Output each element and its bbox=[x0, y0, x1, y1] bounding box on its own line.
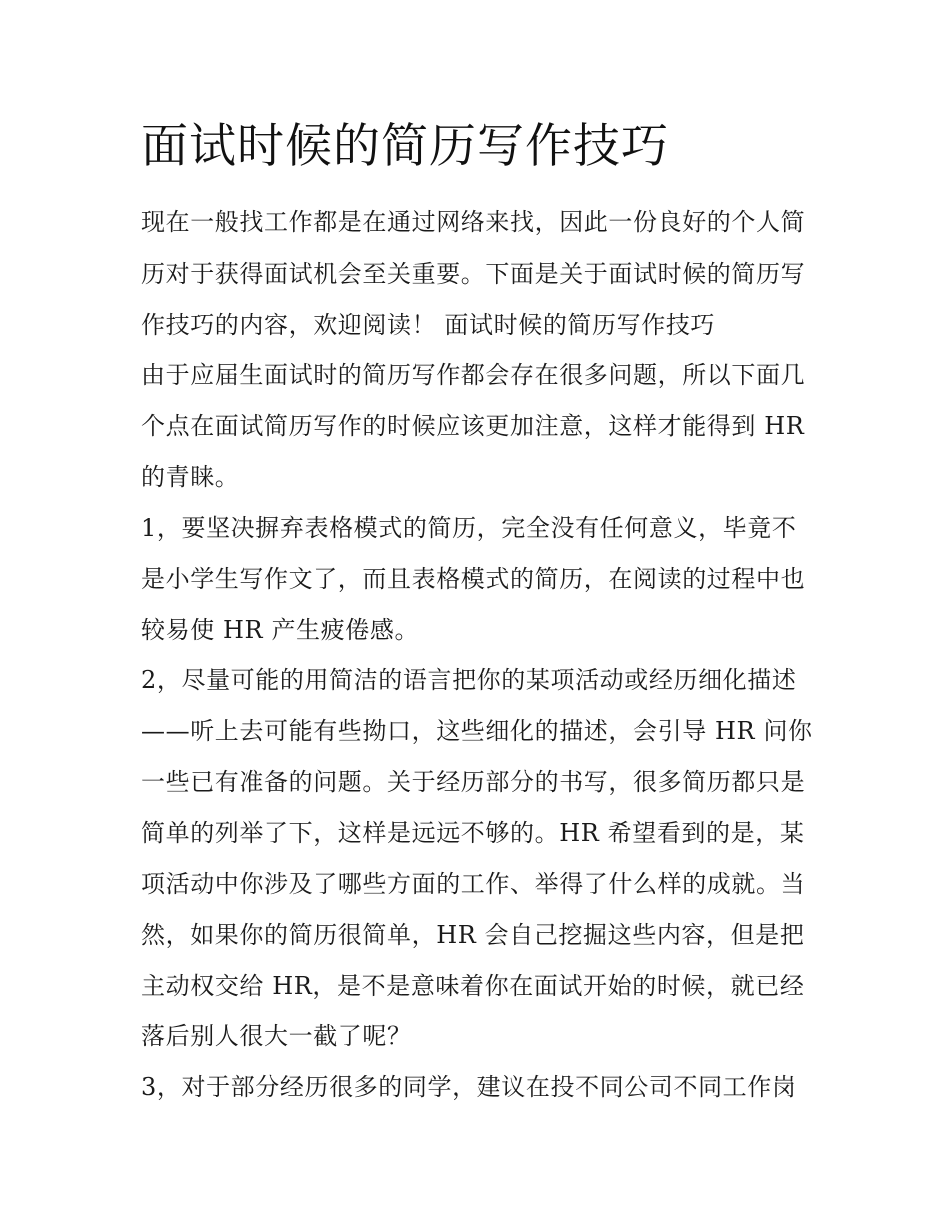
document-title: 面试时候的简历写作技巧 bbox=[141, 119, 669, 174]
body-line: 落后别人很大一截了呢？ bbox=[141, 1022, 412, 1050]
body-line: 一些已有准备的问题。关于经历部分的书写，很多简历都只是 bbox=[141, 768, 806, 796]
body-line: 个点在面试简历写作的时候应该更加注意，这样才能得到 HR bbox=[141, 412, 805, 440]
body-line: 2，尽量可能的用简洁的语言把你的某项活动或经历细化描述 bbox=[141, 666, 797, 694]
body-line: 现在一般找工作都是在通过网络来找，因此一份良好的个人简 bbox=[141, 208, 806, 236]
body-line: 作技巧的内容，欢迎阅读！ 面试时候的简历写作技巧 bbox=[141, 311, 716, 339]
body-line: 然，如果你的简历很简单，HR 会自己挖掘这些内容，但是把 bbox=[141, 921, 805, 949]
body-line: 主动权交给 HR，是不是意味着你在面试开始的时候，就已经 bbox=[141, 972, 805, 1000]
body-line: 由于应届生面试时的简历写作都会存在很多问题，所以下面几 bbox=[141, 361, 806, 389]
body-line: 1，要坚决摒弃表格模式的简历，完全没有任何意义，毕竟不 bbox=[141, 514, 797, 542]
body-line: 历对于获得面试机会至关重要。下面是关于面试时候的简历写 bbox=[141, 260, 806, 288]
body-line: 3，对于部分经历很多的同学，建议在投不同公司不同工作岗 bbox=[141, 1073, 797, 1101]
body-line: 简单的列举了下，这样是远远不够的。HR 希望看到的是，某 bbox=[141, 819, 805, 847]
body-line: 较易使 HR 产生疲倦感。 bbox=[141, 616, 420, 644]
body-line: 项活动中你涉及了哪些方面的工作、举得了什么样的成就。当 bbox=[141, 870, 806, 898]
body-line: 的青睐。 bbox=[141, 463, 240, 491]
body-line: 是小学生写作文了，而且表格模式的简历，在阅读的过程中也 bbox=[141, 565, 806, 593]
body-line: ——听上去可能有些拗口，这些细化的描述，会引导 HR 问你 bbox=[141, 717, 813, 745]
